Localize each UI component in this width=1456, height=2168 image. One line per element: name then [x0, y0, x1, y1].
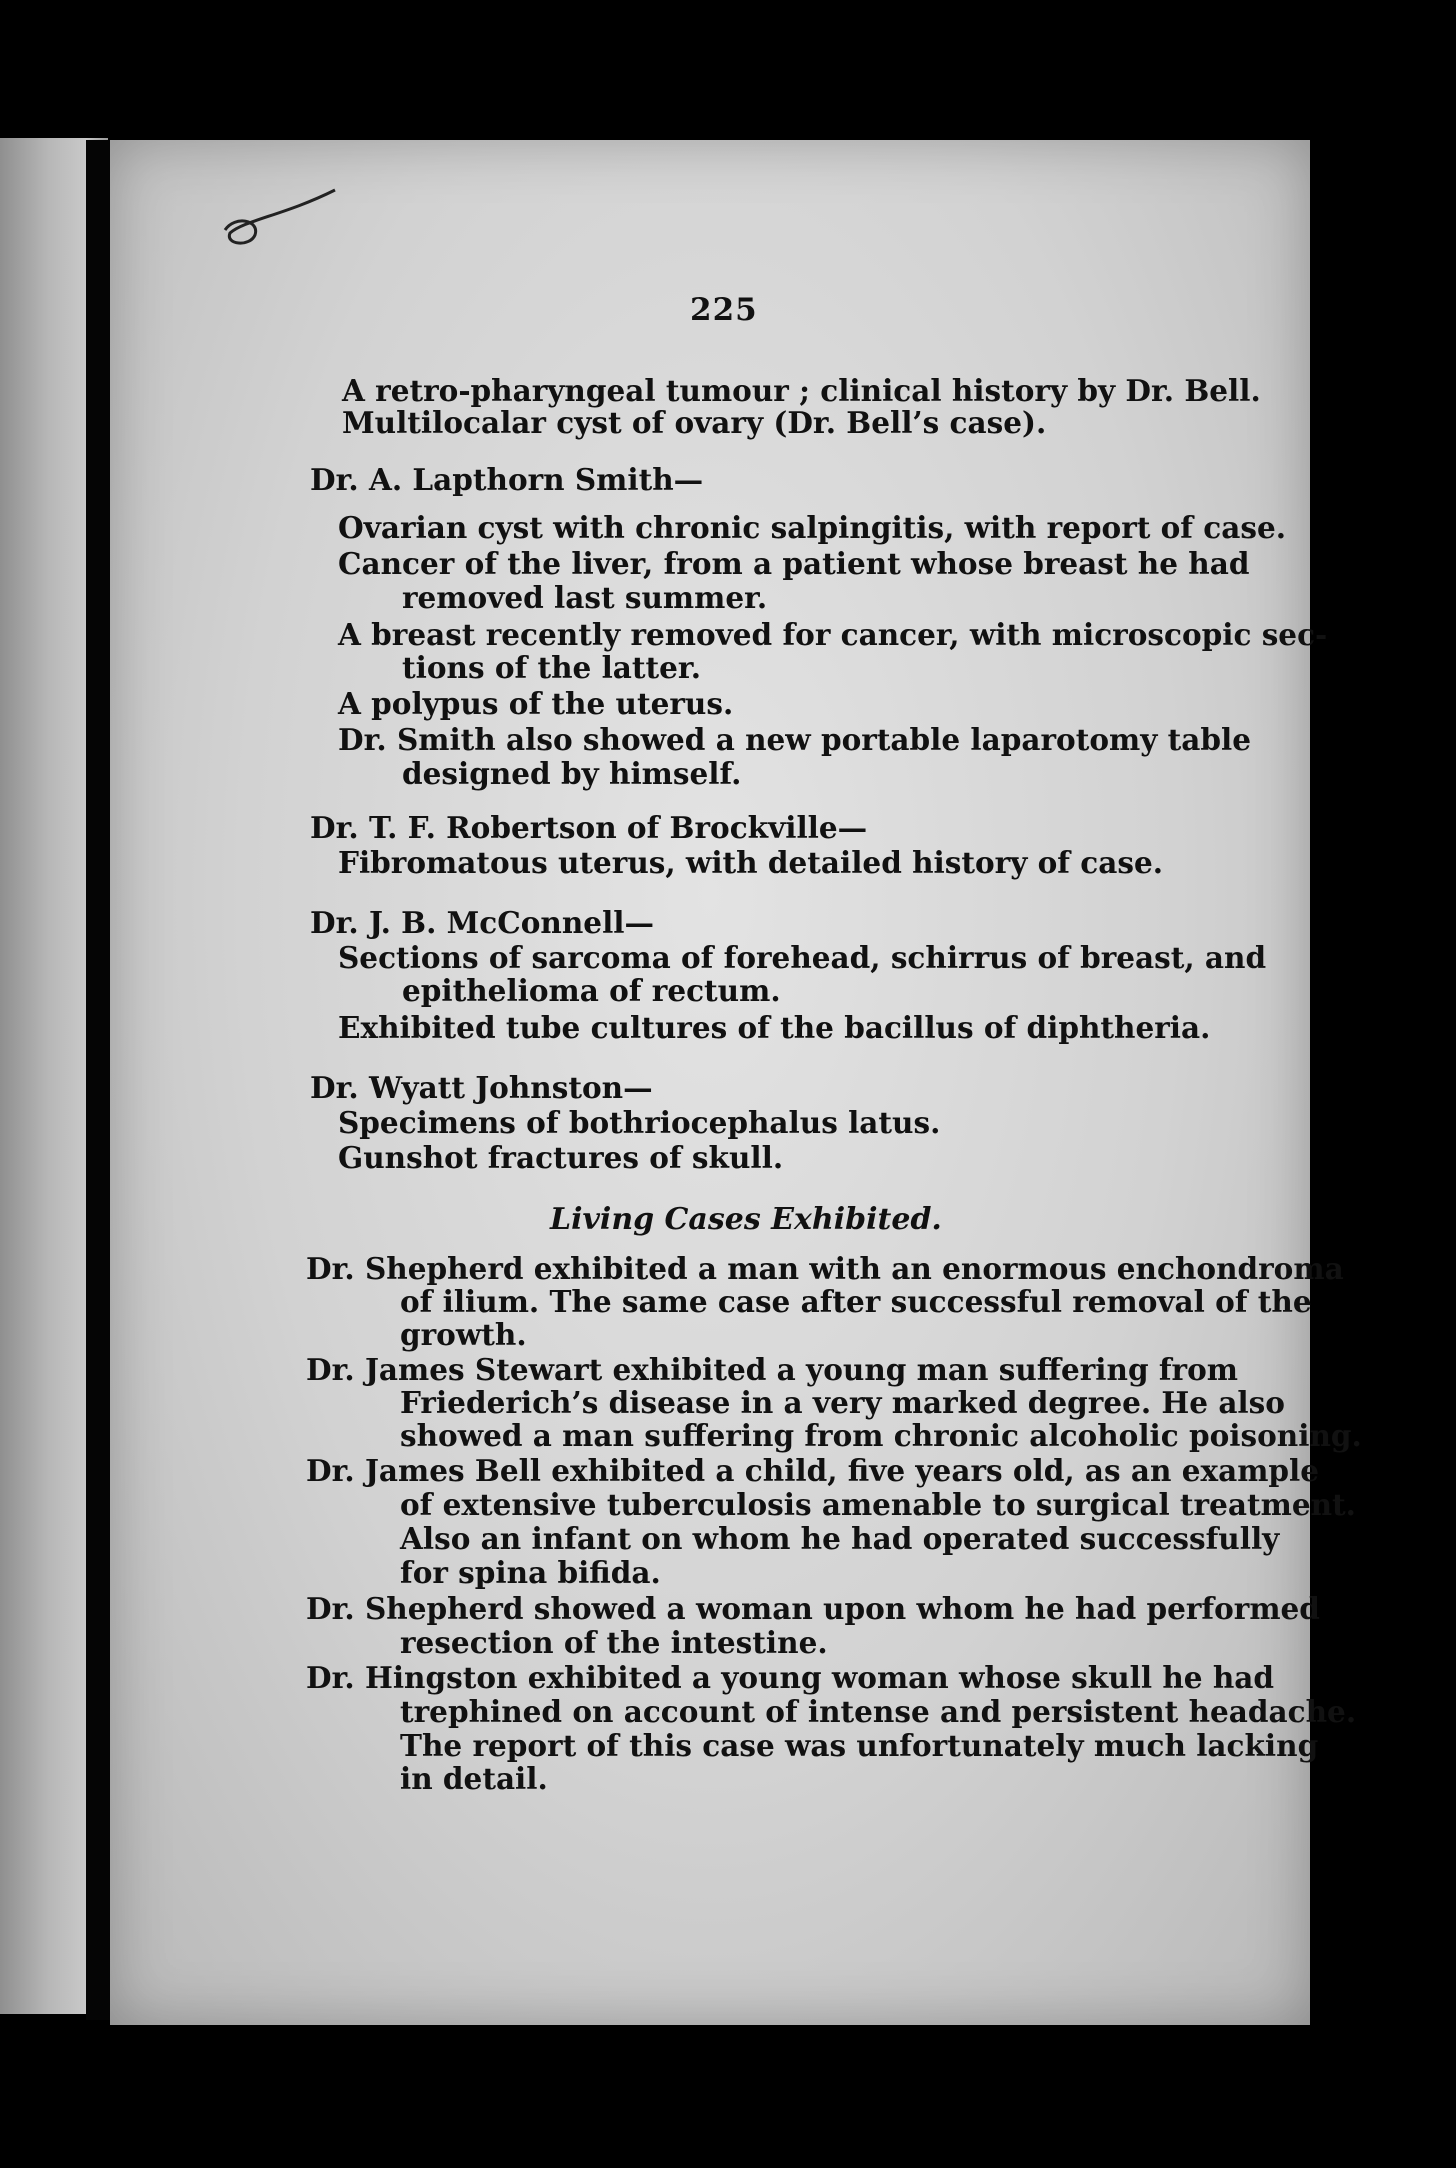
text-line: Cancer of the liver, from a patient whose breast he had — [338, 546, 1250, 581]
text-line: Dr. James Bell exhibited a child, five years old, as an example — [306, 1453, 1320, 1488]
text-line: growth. — [400, 1317, 527, 1352]
section-heading: Living Cases Exhibited. — [550, 1202, 942, 1237]
text-line: epithelioma of rectum. — [402, 973, 781, 1008]
text-line: in detail. — [400, 1761, 548, 1796]
text-line: Dr. Shepherd exhibited a man with an enormous enchondroma — [306, 1251, 1344, 1286]
text-line: showed a man suffering from chronic alcoholic poisoning. — [400, 1418, 1362, 1453]
author-heading: Dr. J. B. McConnell— — [310, 905, 654, 940]
text-line: trephined on account of intense and persistent headache. — [400, 1694, 1357, 1729]
text-line: Sections of sarcoma of forehead, schirrus of breast, and — [338, 940, 1267, 975]
text-line: designed by himself. — [402, 756, 742, 791]
text-line: tions of the latter. — [402, 650, 702, 685]
text-line: Dr. James Stewart exhibited a young man suffering from — [306, 1352, 1238, 1387]
text-line: Specimens of bothriocephalus latus. — [338, 1105, 941, 1140]
text-line: Exhibited tube cultures of the bacillus of diphtheria. — [338, 1010, 1211, 1045]
author-heading: Dr. T. F. Robertson of Brockville— — [310, 810, 868, 845]
author-heading: Dr. A. Lapthorn Smith— — [310, 462, 704, 497]
author-heading: Dr. Wyatt Johnston— — [310, 1070, 653, 1105]
text-line: A retro-pharyngeal tumour ; clinical history by Dr. Bell. — [342, 373, 1261, 408]
text-line: Multilocalar cyst of ovary (Dr. Bell’s case). — [342, 405, 1047, 440]
text-line: removed last summer. — [402, 580, 768, 615]
text-line: Dr. Hingston exhibited a young woman whose skull he had — [306, 1660, 1275, 1695]
text-line: Dr. Smith also showed a new portable laparotomy table — [338, 722, 1251, 757]
text-line: for spina bifida. — [400, 1555, 661, 1590]
text-line: Dr. Shepherd showed a woman upon whom he had performed — [306, 1591, 1320, 1626]
text-line: A polypus of the uterus. — [338, 686, 734, 721]
text-line: Ovarian cyst with chronic salpingitis, with report of case. — [338, 510, 1286, 545]
page-number: 225 — [690, 292, 758, 328]
text-line: Also an infant on whom he had operated successfully — [400, 1521, 1280, 1556]
book-page — [110, 140, 1362, 2025]
text-line: of ilium. The same case after successful removal of the — [400, 1284, 1312, 1319]
text-line: of extensive tuberculosis amenable to surgical treatment. — [400, 1487, 1356, 1522]
handwritten-mark — [215, 185, 345, 255]
text-line: resection of the intestine. — [400, 1625, 828, 1660]
text-line: A breast recently removed for cancer, with microscopic sec- — [338, 617, 1328, 652]
text-line: Fibromatous uterus, with detailed history of case. — [338, 845, 1163, 880]
text-line: Gunshot fractures of skull. — [338, 1140, 784, 1175]
book-spine — [86, 140, 112, 2020]
text-line: Friederich’s disease in a very marked degree. He also — [400, 1385, 1285, 1420]
text-line: The report of this case was unfortunately much lacking — [400, 1728, 1319, 1763]
